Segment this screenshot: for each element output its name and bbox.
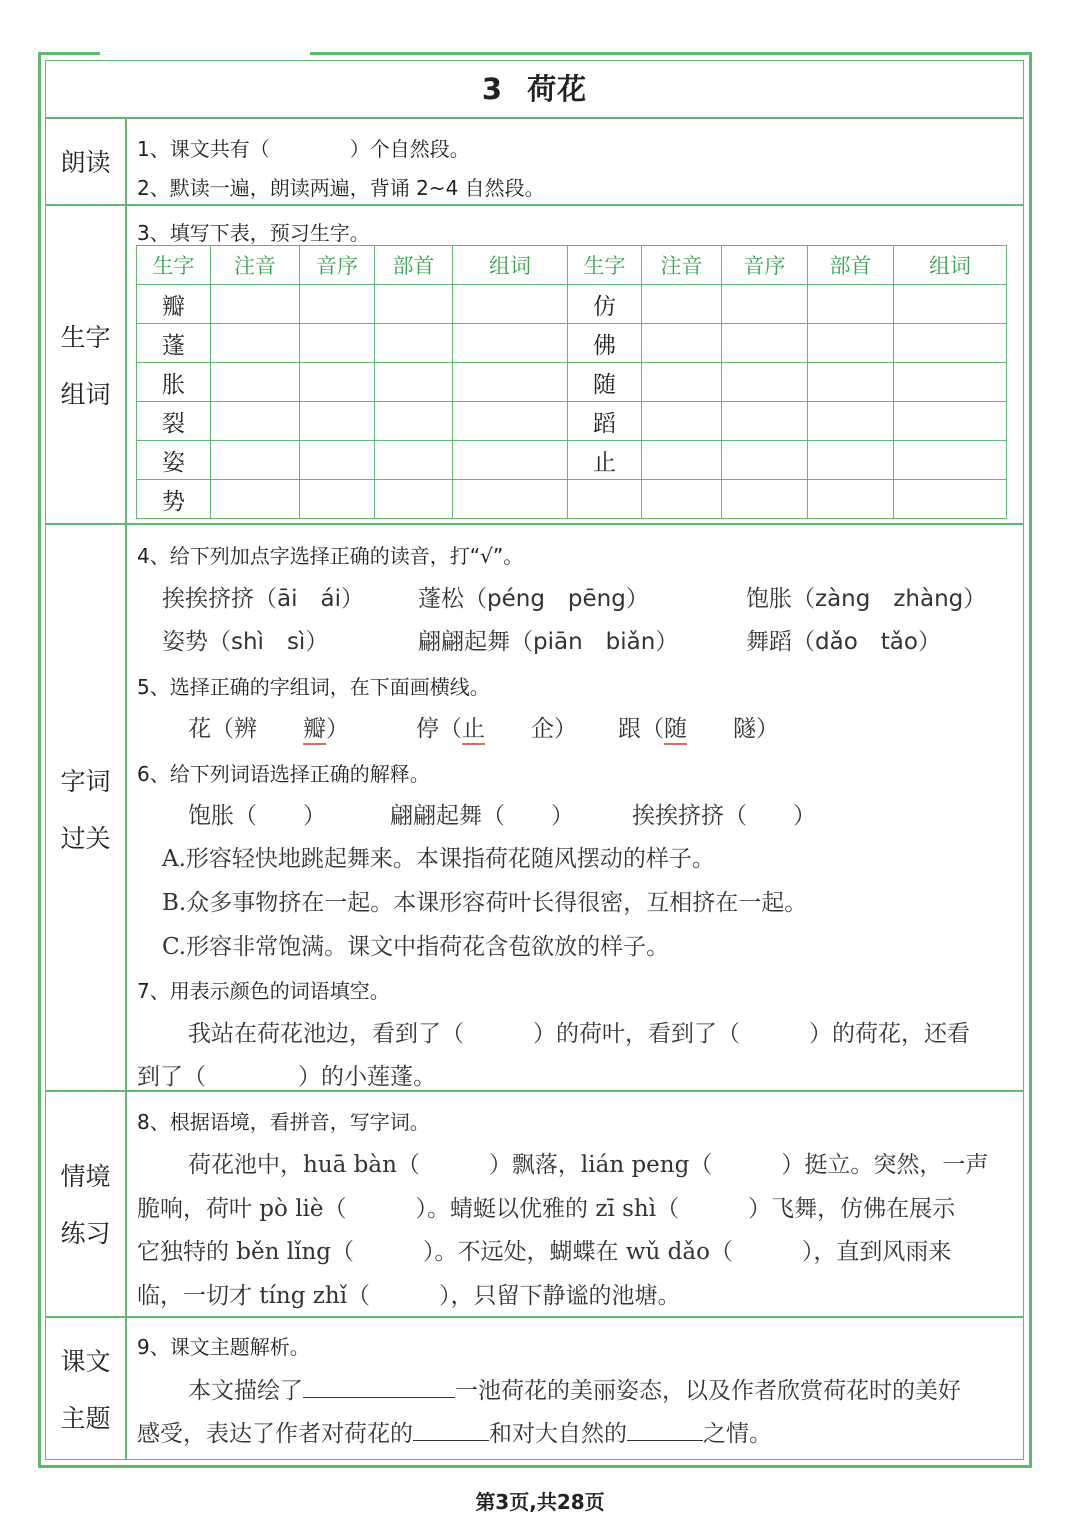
divider	[45, 1316, 1024, 1318]
char-option[interactable]: 辨	[234, 716, 257, 742]
answer-cell[interactable]	[300, 285, 375, 324]
answer-cell[interactable]	[894, 285, 1007, 324]
answer-cell[interactable]	[300, 480, 375, 519]
definition-word-1: 饱胀（ ）	[188, 803, 326, 829]
char-cell: 瓣	[137, 285, 211, 324]
answer-cell[interactable]	[375, 402, 453, 441]
char-cell: 裂	[137, 402, 211, 441]
word-text: ）	[917, 629, 941, 655]
context-line-4: 临，一切才 tíng zhǐ（ ），只留下静谧的池塘。	[137, 1283, 681, 1309]
pinyin-choice-3	[746, 580, 986, 613]
answer-cell[interactable]	[375, 480, 453, 519]
table-header: 音序	[300, 246, 375, 285]
answer-cell[interactable]	[642, 324, 722, 363]
divider	[45, 117, 1024, 119]
answer-cell[interactable]	[642, 363, 722, 402]
word-text: 姿势（	[162, 629, 231, 655]
section-label-theme: 主题	[60, 1404, 111, 1433]
answer-cell[interactable]	[453, 441, 568, 480]
char-option[interactable]: 企	[531, 716, 554, 742]
page-title	[46, 60, 1023, 118]
answer-cell[interactable]	[894, 402, 1007, 441]
answer-cell[interactable]	[642, 441, 722, 480]
char-cell: 佛	[568, 324, 642, 363]
answer-cell[interactable]	[722, 363, 808, 402]
char-cell: 蹈	[568, 402, 642, 441]
context-line-3: 它独特的 běn lǐng（ ）。不远处，蝴蝶在 wǔ dǎo（ ），直到风雨来	[137, 1239, 952, 1265]
answer-cell[interactable]	[211, 480, 300, 519]
answer-cell[interactable]	[211, 402, 300, 441]
theme-blank[interactable]	[627, 1418, 703, 1441]
char-cell: 仿	[568, 285, 642, 324]
word-text: ）	[756, 716, 779, 742]
section-label-chars: 组词	[60, 380, 111, 409]
answer-cell[interactable]	[722, 480, 808, 519]
lesson-title: 荷花	[527, 72, 588, 106]
table-header: 注音	[211, 246, 300, 285]
table-row	[137, 363, 1007, 402]
context-line-2: 脆响，荷叶 pò liè（ ）。蜻蜓以优雅的 zī shì（ ）飞舞，仿佛在展示	[137, 1196, 956, 1222]
answer-cell[interactable]	[211, 363, 300, 402]
answer-cell[interactable]	[808, 324, 894, 363]
table-row	[137, 480, 1007, 519]
section-label-reading: 朗读	[60, 148, 111, 177]
answer-cell[interactable]	[375, 285, 453, 324]
theme-text: 本文描绘了	[188, 1378, 303, 1404]
theme-text: 感受，表达了作者对荷花的	[137, 1421, 413, 1447]
answer-cell[interactable]	[722, 285, 808, 324]
answer-cell[interactable]	[211, 441, 300, 480]
word-text: 挨挨挤挤（	[162, 586, 277, 612]
answer-cell[interactable]	[808, 285, 894, 324]
table-header: 生字	[568, 246, 642, 285]
answer-cell[interactable]	[453, 324, 568, 363]
page-number: 第3页,共28页	[475, 1490, 605, 1514]
word-text: 跟（	[618, 716, 664, 742]
pinyin-choice-1	[162, 580, 364, 613]
table-row	[137, 441, 1007, 480]
question-2: 2、默读一遍，朗读两遍，背诵 2~4 自然段。	[137, 176, 545, 200]
word-text: 花（	[188, 716, 234, 742]
section-label-words: 过关	[60, 824, 111, 853]
pinyin-options[interactable]: piān biǎn	[533, 629, 656, 655]
theme-blank[interactable]	[413, 1418, 489, 1441]
table-row	[137, 324, 1007, 363]
table-header: 音序	[722, 246, 808, 285]
answer-cell[interactable]	[894, 441, 1007, 480]
color-fill-line-2: 到了（ ）的小莲蓬。	[137, 1064, 436, 1090]
pinyin-choice-5	[418, 623, 678, 656]
question-7-prompt: 7、用表示颜色的词语填空。	[137, 979, 390, 1003]
section-label-context: 练习	[60, 1219, 111, 1248]
pinyin-options[interactable]: péng pēng	[487, 586, 626, 612]
word-text: ）	[326, 716, 349, 742]
char-option-underlined[interactable]: 止	[462, 716, 485, 745]
char-cell: 姿	[137, 441, 211, 480]
question-8-prompt: 8、根据语境，看拼音，写字词。	[137, 1110, 430, 1134]
answer-cell[interactable]	[211, 324, 300, 363]
question-1: 1、课文共有（ ）个自然段。	[137, 137, 470, 161]
pinyin-options[interactable]: shì sì	[231, 629, 306, 655]
char-cell: 胀	[137, 363, 211, 402]
pinyin-options[interactable]: zàng zhàng	[815, 586, 964, 612]
section-label-theme: 课文	[60, 1347, 111, 1376]
definition-option-a: A.形容轻快地跳起舞来。本课指荷花随风摆动的样子。	[162, 846, 715, 872]
answer-cell[interactable]	[453, 402, 568, 441]
word-text: ）	[305, 629, 329, 655]
context-line-1: 荷花池中，huā bàn（ ）飘落，lián peng（ ）挺立。突然，一声	[188, 1152, 989, 1178]
frame-gap	[100, 49, 310, 58]
question-4-prompt: 4、给下列加点字选择正确的读音，打“√”。	[137, 544, 524, 568]
theme-text: 一池荷花的美丽姿态，以及作者欣赏荷花时的美好	[455, 1378, 961, 1404]
question-6-prompt: 6、给下列词语选择正确的解释。	[137, 762, 430, 786]
answer-cell[interactable]	[722, 402, 808, 441]
divider	[45, 204, 1024, 206]
theme-text: 和对大自然的	[489, 1421, 627, 1447]
pinyin-choice-6	[746, 623, 941, 656]
table-header: 生字	[137, 246, 211, 285]
answer-cell[interactable]	[642, 285, 722, 324]
section-label-context: 情境	[60, 1162, 111, 1191]
table-row	[137, 402, 1007, 441]
answer-cell[interactable]	[375, 363, 453, 402]
answer-cell[interactable]	[300, 324, 375, 363]
theme-line-1	[188, 1372, 961, 1405]
char-option-underlined[interactable]: 瓣	[303, 716, 326, 745]
theme-blank[interactable]	[303, 1375, 455, 1398]
answer-cell[interactable]	[808, 363, 894, 402]
word-text: 蓬松（	[418, 586, 487, 612]
table-row	[137, 285, 1007, 324]
label-column-divider	[125, 118, 127, 1460]
answer-cell[interactable]	[300, 402, 375, 441]
definition-option-c: C.形容非常饱满。课文中指荷花含苞欲放的样子。	[162, 934, 670, 960]
definition-word-2: 翩翩起舞（ ）	[390, 803, 574, 829]
char-cell: 止	[568, 441, 642, 480]
lesson-number: 3	[481, 72, 504, 106]
word-text: 舞蹈（	[746, 629, 815, 655]
question-9-prompt: 9、课文主题解析。	[137, 1335, 310, 1359]
char-cell: 势	[137, 480, 211, 519]
answer-cell[interactable]	[211, 285, 300, 324]
answer-cell[interactable]	[808, 441, 894, 480]
section-label-chars: 生字	[60, 323, 111, 352]
answer-cell[interactable]	[300, 441, 375, 480]
answer-cell[interactable]	[894, 324, 1007, 363]
question-3: 3、填写下表，预习生字。	[137, 221, 370, 245]
pinyin-options[interactable]: dǎo tǎo	[815, 629, 918, 655]
answer-cell[interactable]	[808, 480, 894, 519]
char-cell: 蓬	[137, 324, 211, 363]
word-text: 停（	[416, 716, 462, 742]
char-choice-2	[416, 710, 577, 743]
table-header: 组词	[453, 246, 568, 285]
answer-cell[interactable]	[808, 402, 894, 441]
answer-cell[interactable]	[568, 480, 642, 519]
answer-cell[interactable]	[375, 441, 453, 480]
word-text: ）	[554, 716, 577, 742]
pinyin-choice-4	[162, 623, 328, 656]
word-text: ）	[655, 629, 679, 655]
answer-cell[interactable]	[894, 480, 1007, 519]
definition-word-3: 挨挨挤挤（ ）	[632, 803, 816, 829]
char-cell: 随	[568, 363, 642, 402]
char-choice-3	[618, 710, 779, 743]
answer-cell[interactable]	[642, 402, 722, 441]
theme-line-2	[137, 1415, 772, 1448]
word-text: 饱胀（	[746, 586, 815, 612]
pinyin-options[interactable]: āi ái	[277, 586, 341, 612]
vocab-table	[136, 245, 1007, 519]
answer-cell[interactable]	[722, 324, 808, 363]
answer-cell[interactable]	[453, 363, 568, 402]
word-text: 翩翩起舞（	[418, 629, 533, 655]
section-label-words: 字词	[60, 767, 111, 796]
word-text: ）	[625, 586, 649, 612]
answer-cell[interactable]	[453, 285, 568, 324]
word-text: ）	[963, 586, 987, 612]
answer-cell[interactable]	[722, 441, 808, 480]
char-choice-1	[188, 710, 349, 743]
theme-text: 之情。	[703, 1421, 772, 1447]
answer-cell[interactable]	[894, 363, 1007, 402]
divider	[45, 523, 1024, 525]
answer-cell[interactable]	[300, 363, 375, 402]
question-5-prompt: 5、选择正确的字组词，在下面画横线。	[137, 675, 490, 699]
definition-option-b: B.众多事物挤在一起。本课形容荷叶长得很密，互相挤在一起。	[162, 890, 808, 916]
char-option[interactable]: 隧	[733, 716, 756, 742]
answer-cell[interactable]	[375, 324, 453, 363]
answer-cell[interactable]	[642, 480, 722, 519]
table-header: 注音	[642, 246, 722, 285]
table-header: 部首	[375, 246, 453, 285]
color-fill-line-1: 我站在荷花池边，看到了（ ）的荷叶，看到了（ ）的荷花，还看	[188, 1021, 970, 1047]
table-header: 部首	[808, 246, 894, 285]
answer-cell[interactable]	[453, 480, 568, 519]
char-option-underlined[interactable]: 随	[664, 716, 687, 745]
word-text: ）	[340, 586, 364, 612]
pinyin-choice-2	[418, 580, 649, 613]
table-header: 组词	[894, 246, 1007, 285]
